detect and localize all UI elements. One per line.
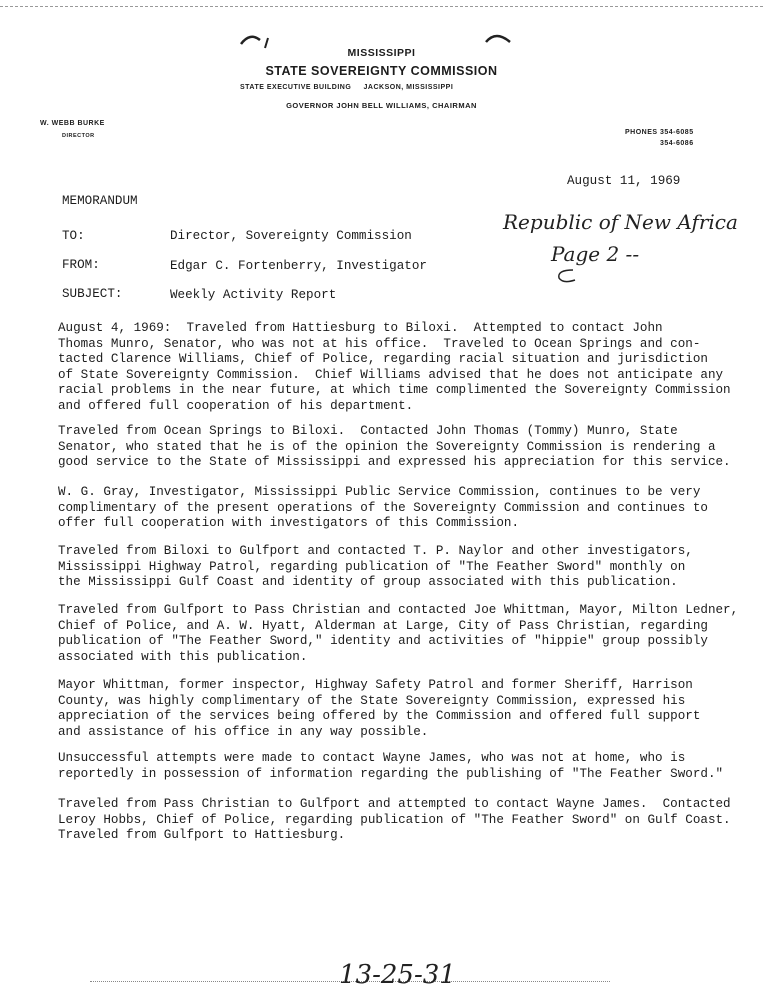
paragraph-line: reportedly in possession of information regarding the publishing of "The Feather Sword." <box>58 766 724 781</box>
paragraph-line: the Mississippi Gulf Coast and identity of group associated with this publication. <box>58 575 678 589</box>
paragraph-line: of State Sovereignty Commission. Chief Williams advised that he does not anticipate any <box>58 367 724 382</box>
paragraph-line: Senator, who stated that he is of the opinion the Sovereignty Commission is rendering a <box>58 439 716 454</box>
from-label: FROM: <box>62 258 100 272</box>
director-title: DIRECTOR <box>62 133 95 139</box>
paragraph-line: Unsuccessful attempts were made to contact Wayne James, who was not at home, who is <box>58 751 686 765</box>
paragraph-line: complimentary of the present operations of the Sovereignty Commission and continues to <box>58 500 708 515</box>
paragraph-line: Traveled from Ocean Springs to Biloxi. Contacted John Thomas (Tommy) Munro, State <box>58 424 678 438</box>
paragraph-line: Leroy Hobbs, Chief of Police, regarding publication of "The Feather Sword" on Gulf Coast. <box>58 812 731 827</box>
paragraph-line: Traveled from Gulfport to Hattiesburg. <box>58 828 346 842</box>
memo-type: MEMORANDUM <box>62 194 138 208</box>
letterhead-governor: GOVERNOR JOHN BELL WILLIAMS, CHAIRMAN <box>286 101 477 110</box>
phone-numbers <box>625 127 694 149</box>
paragraph-line: offer full cooperation with investigators of this Commission. <box>58 516 520 530</box>
paragraph-line: County, was highly complimentary of the State Sovereignty Commission, expressed his <box>58 693 686 708</box>
subject-value: Weekly Activity Report <box>170 288 337 302</box>
paragraph-line: tacted Clarence Williams, Chief of Police, regarding racial situation and jurisdiction <box>58 352 708 366</box>
paragraph-6 <box>58 678 738 740</box>
paragraph-1 <box>58 321 738 414</box>
director-name: W. WEBB BURKE <box>40 120 105 127</box>
paragraph-line: Traveled from Pass Christian to Gulfport and attempted to contact Wayne James. Contacted <box>58 797 731 811</box>
paragraph-line: Mississippi Highway Patrol, regarding publication of "The Feather Sword" monthly on <box>58 559 686 574</box>
handwritten-annotation-title: Republic of New Africa <box>503 210 738 234</box>
handwritten-underline-mark <box>553 266 579 286</box>
top-edge-dashes <box>0 6 763 7</box>
paragraph-7 <box>58 751 738 782</box>
phone-primary: PHONES 354-6085 <box>625 129 694 136</box>
paragraph-line: publication of "The Feather Sword," identity and activities of "hippie" group possibly <box>58 634 708 648</box>
paragraph-line: and assistance of his office in any way possible. <box>58 724 429 739</box>
paragraph-4 <box>58 544 738 591</box>
paragraph-line: Traveled from Biloxi to Gulfport and contacted T. P. Naylor and other investigators, <box>58 544 693 558</box>
to-value: Director, Sovereignty Commission <box>170 229 412 243</box>
paragraph-line: and offered full cooperation of his department. <box>58 398 414 413</box>
paragraph-line: Chief of Police, and A. W. Hyatt, Alderman at Large, City of Pass Christian, regarding <box>58 618 708 633</box>
paragraph-2 <box>58 424 738 471</box>
paragraph-3 <box>58 485 738 532</box>
paragraph-8 <box>58 797 738 844</box>
paragraph-line: Traveled from Gulfport to Pass Christian and contacted Joe Whittman, Mayor, Milton Ledner, <box>58 603 739 617</box>
paragraph-line: August 4, 1969: Traveled from Hattiesburg to Biloxi. Attempted to contact John <box>58 321 663 335</box>
paragraph-line: good service to the State of Mississippi and expressed his appreciation for this service. <box>58 455 731 469</box>
paragraph-line: racial problems in the near future, at which time complimented the Sovereignty Commission <box>58 383 731 397</box>
paragraph-line: Mayor Whittman, former inspector, Highway Safety Patrol and former Sheriff, Harrison <box>58 678 693 692</box>
subject-label: SUBJECT: <box>62 287 123 301</box>
letterhead-state: MISSISSIPPI <box>347 47 416 59</box>
letterhead-agency: STATE SOVEREIGNTY COMMISSION <box>265 64 498 78</box>
from-value: Edgar C. Fortenberry, Investigator <box>170 259 427 273</box>
paragraph-5 <box>58 603 738 665</box>
letterhead-address: STATE EXECUTIVE BUILDING JACKSON, MISSISSIPPI <box>240 84 454 91</box>
phone-secondary: 354-6086 <box>660 140 694 147</box>
memo-date: August 11, 1969 <box>567 174 681 188</box>
seal-mark-right-icon <box>484 30 514 48</box>
document-number: 13-25-31 <box>339 960 456 990</box>
handwritten-annotation-page: Page 2 -- <box>551 242 640 266</box>
paragraph-line: W. G. Gray, Investigator, Mississippi Public Service Commission, continues to be very <box>58 485 701 499</box>
paragraph-line: associated with this publication. <box>58 649 308 664</box>
to-label: TO: <box>62 229 85 243</box>
paragraph-line: Thomas Munro, Senator, who was not at his office. Traveled to Ocean Springs and con- <box>58 336 701 351</box>
paragraph-line: appreciation of the services being offered by the Commission and offered full support <box>58 709 701 723</box>
